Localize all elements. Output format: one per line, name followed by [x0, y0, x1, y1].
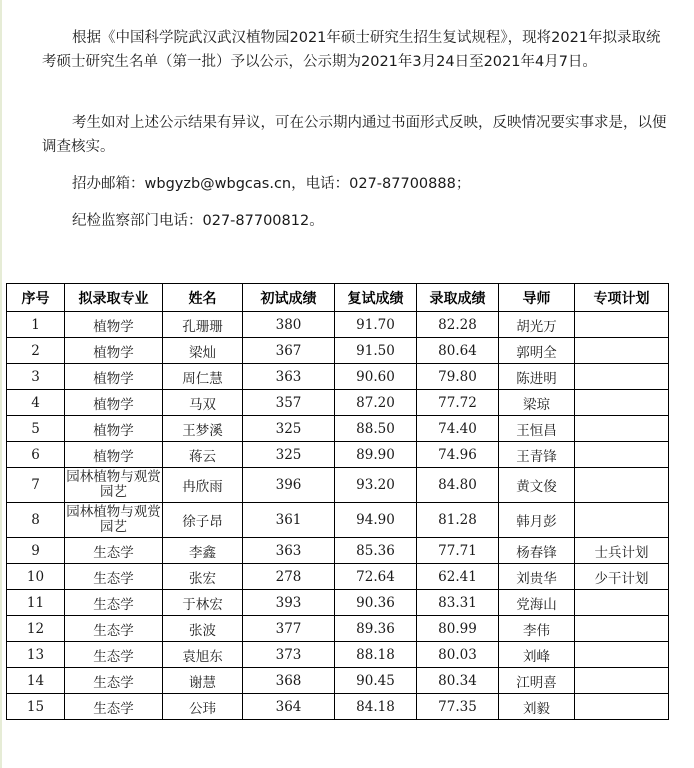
cell-special-plan: [575, 503, 669, 538]
table-body: [7, 312, 669, 720]
cell-admission-score: 80.99: [417, 616, 499, 642]
cell-no: 10: [7, 564, 65, 590]
cell-retest-score: 90.60: [335, 364, 417, 390]
cell-special-plan: [575, 364, 669, 390]
cell-no: 8: [7, 503, 65, 538]
header-special-plan: 专项计划: [575, 284, 669, 312]
table-row: [7, 312, 669, 338]
cell-major: 植物学: [65, 416, 163, 442]
admission-table: [6, 283, 669, 720]
cell-advisor: 黄文俊: [499, 468, 575, 503]
cell-name: 张宏: [163, 564, 243, 590]
notice-paragraph-2: 考生如对上述公示结果有异议，可在公示期内通过书面形式反映，反映情况要实事求是，以便调查核实。: [42, 115, 667, 155]
cell-name: 冉欣雨: [163, 468, 243, 503]
cell-name: 张波: [163, 616, 243, 642]
cell-prelim-score: 363: [243, 364, 335, 390]
table-row: [7, 694, 669, 720]
table-row: [7, 668, 669, 694]
left-border: [0, 0, 2, 768]
cell-special-plan: [575, 390, 669, 416]
cell-prelim-score: 396: [243, 468, 335, 503]
cell-advisor: 韩月彭: [499, 503, 575, 538]
cell-name: 王梦溪: [163, 416, 243, 442]
cell-admission-score: 74.96: [417, 442, 499, 468]
cell-admission-score: 81.28: [417, 503, 499, 538]
cell-prelim-score: 361: [243, 503, 335, 538]
contact-email-phone: 招办邮箱：wbgyzb@wbgcas.cn，电话：027-87700888；: [72, 176, 471, 192]
cell-special-plan: [575, 694, 669, 720]
table-row: [7, 564, 669, 590]
cell-admission-score: 74.40: [417, 416, 499, 442]
cell-no: 14: [7, 668, 65, 694]
cell-name: 马双: [163, 390, 243, 416]
cell-special-plan: [575, 616, 669, 642]
cell-name: 蒋云: [163, 442, 243, 468]
cell-advisor: 刘峰: [499, 642, 575, 668]
table-row: [7, 503, 669, 538]
cell-major: 生态学: [65, 694, 163, 720]
cell-major: 生态学: [65, 564, 163, 590]
cell-major: 生态学: [65, 538, 163, 564]
cell-prelim-score: 357: [243, 390, 335, 416]
cell-no: 1: [7, 312, 65, 338]
cell-advisor: 王恒昌: [499, 416, 575, 442]
cell-major: 生态学: [65, 590, 163, 616]
cell-advisor: 刘毅: [499, 694, 575, 720]
cell-retest-score: 72.64: [335, 564, 417, 590]
cell-prelim-score: 363: [243, 538, 335, 564]
cell-retest-score: 84.18: [335, 694, 417, 720]
cell-major: 园林植物与观赏园艺: [65, 468, 163, 503]
cell-advisor: 梁琼: [499, 390, 575, 416]
cell-admission-score: 77.72: [417, 390, 499, 416]
cell-advisor: 杨春锋: [499, 538, 575, 564]
header-major: 拟录取专业: [65, 284, 163, 312]
cell-major: 园林植物与观赏园艺: [65, 503, 163, 538]
cell-no: 12: [7, 616, 65, 642]
cell-no: 3: [7, 364, 65, 390]
cell-no: 7: [7, 468, 65, 503]
cell-name: 谢慧: [163, 668, 243, 694]
cell-advisor: 胡光万: [499, 312, 575, 338]
cell-special-plan: [575, 312, 669, 338]
cell-no: 2: [7, 338, 65, 364]
cell-prelim-score: 393: [243, 590, 335, 616]
cell-admission-score: 83.31: [417, 590, 499, 616]
cell-name: 袁旭东: [163, 642, 243, 668]
cell-advisor: 陈进明: [499, 364, 575, 390]
cell-name: 徐子昂: [163, 503, 243, 538]
cell-name: 周仁慧: [163, 364, 243, 390]
cell-advisor: 王青锋: [499, 442, 575, 468]
cell-admission-score: 62.41: [417, 564, 499, 590]
table-row: [7, 442, 669, 468]
cell-advisor: 党海山: [499, 590, 575, 616]
cell-admission-score: 80.03: [417, 642, 499, 668]
cell-prelim-score: 373: [243, 642, 335, 668]
cell-prelim-score: 364: [243, 694, 335, 720]
cell-advisor: 李伟: [499, 616, 575, 642]
cell-no: 4: [7, 390, 65, 416]
cell-no: 11: [7, 590, 65, 616]
cell-no: 6: [7, 442, 65, 468]
cell-retest-score: 88.18: [335, 642, 417, 668]
cell-special-plan: [575, 338, 669, 364]
table-row: [7, 468, 669, 503]
cell-major: 生态学: [65, 616, 163, 642]
cell-advisor: 江明喜: [499, 668, 575, 694]
cell-retest-score: 94.90: [335, 503, 417, 538]
cell-major: 生态学: [65, 668, 163, 694]
cell-name: 公玮: [163, 694, 243, 720]
discipline-phone: 纪检监察部门电话：027-87700812。: [72, 213, 324, 229]
cell-admission-score: 84.80: [417, 468, 499, 503]
cell-prelim-score: 380: [243, 312, 335, 338]
cell-prelim-score: 367: [243, 338, 335, 364]
cell-prelim-score: 325: [243, 442, 335, 468]
cell-name: 梁灿: [163, 338, 243, 364]
cell-admission-score: 80.34: [417, 668, 499, 694]
cell-admission-score: 80.64: [417, 338, 499, 364]
cell-retest-score: 89.36: [335, 616, 417, 642]
cell-no: 13: [7, 642, 65, 668]
cell-name: 李鑫: [163, 538, 243, 564]
cell-special-plan: 士兵计划: [575, 538, 669, 564]
header-advisor: 导师: [499, 284, 575, 312]
cell-admission-score: 79.80: [417, 364, 499, 390]
cell-prelim-score: 368: [243, 668, 335, 694]
cell-admission-score: 82.28: [417, 312, 499, 338]
cell-special-plan: [575, 442, 669, 468]
table-header-row: [7, 284, 669, 312]
cell-advisor: 刘贵华: [499, 564, 575, 590]
cell-retest-score: 87.20: [335, 390, 417, 416]
table-row: [7, 642, 669, 668]
table-row: [7, 616, 669, 642]
cell-retest-score: 85.36: [335, 538, 417, 564]
table-row: [7, 338, 669, 364]
cell-no: 5: [7, 416, 65, 442]
table-row: [7, 390, 669, 416]
cell-no: 9: [7, 538, 65, 564]
header-no: 序号: [7, 284, 65, 312]
cell-special-plan: [575, 668, 669, 694]
cell-prelim-score: 377: [243, 616, 335, 642]
cell-retest-score: 88.50: [335, 416, 417, 442]
cell-major: 植物学: [65, 390, 163, 416]
cell-special-plan: [575, 590, 669, 616]
cell-major: 植物学: [65, 338, 163, 364]
cell-retest-score: 91.50: [335, 338, 417, 364]
table-row: [7, 590, 669, 616]
cell-name: 于林宏: [163, 590, 243, 616]
cell-admission-score: 77.35: [417, 694, 499, 720]
cell-special-plan: [575, 416, 669, 442]
header-prelim-score: 初试成绩: [243, 284, 335, 312]
cell-major: 植物学: [65, 364, 163, 390]
cell-retest-score: 93.20: [335, 468, 417, 503]
cell-special-plan: [575, 642, 669, 668]
cell-no: 15: [7, 694, 65, 720]
table-row: [7, 364, 669, 390]
cell-prelim-score: 325: [243, 416, 335, 442]
cell-special-plan: 少干计划: [575, 564, 669, 590]
cell-major: 植物学: [65, 312, 163, 338]
header-admission-score: 录取成绩: [417, 284, 499, 312]
cell-major: 生态学: [65, 642, 163, 668]
cell-admission-score: 77.71: [417, 538, 499, 564]
cell-advisor: 郭明全: [499, 338, 575, 364]
cell-name: 孔珊珊: [163, 312, 243, 338]
cell-retest-score: 90.36: [335, 590, 417, 616]
table-row: [7, 416, 669, 442]
notice-paragraph-1: 根据《中国科学院武汉武汉植物园2021年硕士研究生招生复试规程》，现将2021年拟录取统考硕士研究生名单（第一批）予以公示，公示期为2021年3月24日至2021年4月7日。: [42, 30, 661, 70]
cell-retest-score: 91.70: [335, 312, 417, 338]
cell-major: 植物学: [65, 442, 163, 468]
cell-special-plan: [575, 468, 669, 503]
header-name: 姓名: [163, 284, 243, 312]
header-retest-score: 复试成绩: [335, 284, 417, 312]
table-row: [7, 538, 669, 564]
cell-prelim-score: 278: [243, 564, 335, 590]
cell-retest-score: 89.90: [335, 442, 417, 468]
cell-retest-score: 90.45: [335, 668, 417, 694]
